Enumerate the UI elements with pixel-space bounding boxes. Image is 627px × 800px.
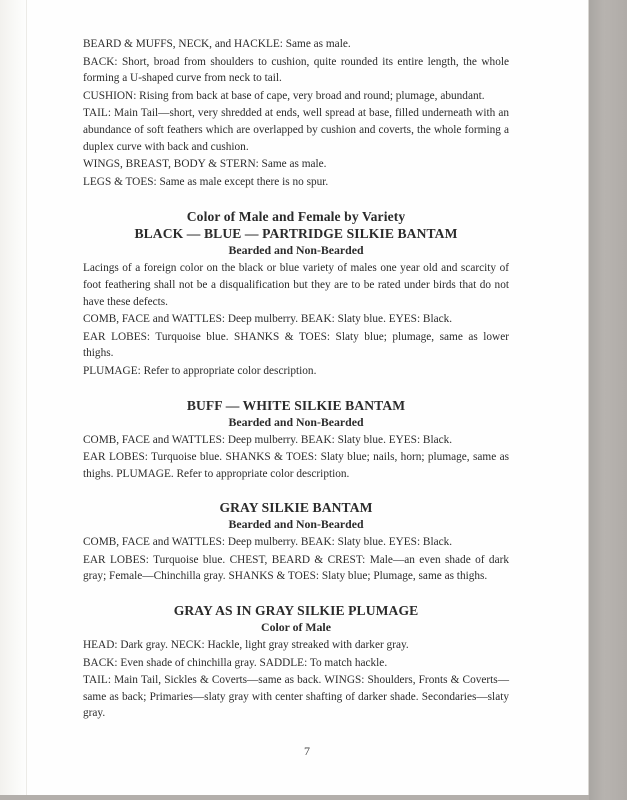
section-subtitle: Bearded and Non-Bearded: [228, 517, 364, 532]
section-gray-silkie: [83, 499, 509, 585]
paragraph-comb: COMB, FACE and WATTLES: Deep mulberry. BEAK: Slaty blue. EYES: Black.: [83, 536, 453, 549]
section-subtitle: Color of Male: [261, 620, 331, 635]
section-title: BLACK — BLUE — PARTRIDGE SILKIE BANTAM: [134, 226, 458, 242]
paragraph-ear-lobes: EAR LOBES: Turquoise blue. CHEST, BEARD & CREST: Male—an even shade of dark gray; Female—Chinchilla gray. SHANKS & TOES: Slaty blue; Plumage, same as thighs.: [83, 553, 509, 583]
paragraph-tail: TAIL: Main Tail—short, very shredded at ends, well spread at base, filled underneath with an abundance of soft feathers which are overlapped by cushion and coverts, the whole forming a duplex curve with back and cushion.: [83, 107, 509, 153]
scanner-background: [589, 0, 627, 800]
section-title: GRAY AS IN GRAY SILKIE PLUMAGE: [173, 603, 419, 619]
paragraph-lacings: Lacings of a foreign color on the black or blue variety of males one year old and scarcity of foot feathering shall not be a disqualification but they are to be rated under birds that do not have these defects.: [83, 262, 509, 308]
paragraph-plumage: PLUMAGE: Refer to appropriate color description.: [83, 364, 317, 377]
section-subtitle: Bearded and Non-Bearded: [228, 414, 364, 429]
paragraph-back: BACK: Short, broad from shoulders to cushion, quite rounded its entire length, the whole forming a U-shaped curve from neck to tail.: [83, 55, 509, 85]
paragraph-tail: TAIL: Main Tail, Sickles & Coverts—same as back. WINGS: Shoulders, Fronts & Coverts—same as back; Primaries—slaty gray with center shafting of darker shade. Secondaries—slaty gray.: [83, 674, 509, 720]
paragraph-comb: COMB, FACE and WATTLES: Deep mulberry. BEAK: Slaty blue. EYES: Black.: [83, 313, 453, 326]
paragraph-back: BACK: Even shade of chinchilla gray. SADDLE: To match hackle.: [83, 656, 388, 669]
page-number: 7: [304, 744, 310, 758]
paragraph-ear-lobes: EAR LOBES: Turquoise blue. SHANKS & TOES: Slaty blue; plumage, same as lower thighs.: [83, 330, 509, 360]
section-buff-white: [83, 397, 509, 483]
paragraph-legs: LEGS & TOES: Same as male except there is no spur.: [83, 175, 329, 188]
section-gray-plumage: [83, 602, 509, 722]
paragraph-head: HEAD: Dark gray. NECK: Hackle, light gray streaked with darker gray.: [83, 639, 409, 652]
page-gutter: [0, 0, 28, 795]
paragraph-ear-lobes: EAR LOBES: Turquoise blue. SHANKS & TOES: Slaty blue; nails, horn; plumage, same as thighs. PLUMAGE. Refer to appropriate color description.: [83, 451, 509, 480]
paragraph-wings: WINGS, BREAST, BODY & STERN: Same as male.: [83, 158, 327, 171]
section-title: GRAY SILKIE BANTAM: [219, 500, 373, 516]
paragraph-cushion: CUSHION: Rising from back at base of cape, very broad and round; plumage, abundant.: [83, 89, 485, 102]
section-subtitle: Bearded and Non-Bearded: [228, 243, 364, 258]
section-black-blue-partridge: [83, 208, 509, 379]
gutter-line: [26, 0, 27, 795]
section-pre-title: Color of Male and Female by Variety: [186, 209, 406, 225]
female-description: [83, 36, 509, 190]
paragraph-comb: COMB, FACE and WATTLES: Deep mulberry. BEAK: Slaty blue. EYES: Black.: [83, 433, 453, 446]
section-title: BUFF — WHITE SILKIE BANTAM: [186, 397, 406, 413]
paragraph-beard: BEARD & MUFFS, NECK, and HACKLE: Same as male.: [83, 38, 351, 50]
page-content: [83, 36, 509, 723]
